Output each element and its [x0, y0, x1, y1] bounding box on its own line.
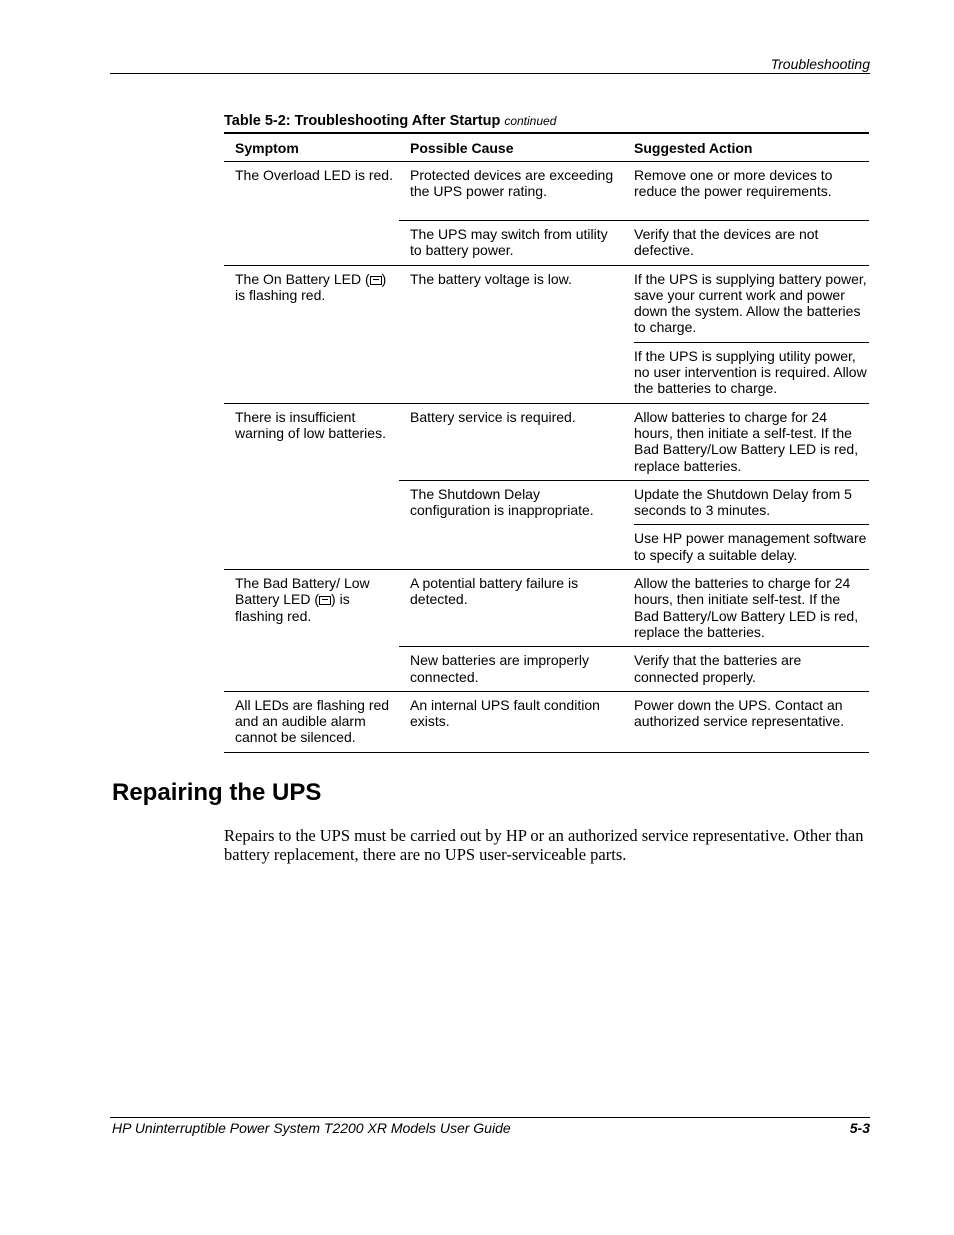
- cause-cell: The battery voltage is low.: [410, 270, 572, 287]
- cause-cell: The UPS may switch from utility to battery power.: [410, 226, 608, 259]
- symptom-cell: All LEDs are flashing red and an audible alarm cannot be silenced.: [235, 696, 390, 746]
- action-cell: Allow the batteries to charge for 24 hours, then initiate self-test. If the Bad Battery/Low Battery LED is red, replace the batteries.: [634, 575, 859, 640]
- section-title: Repairing the UPS: [112, 779, 322, 806]
- page-number: 5-3: [849, 1120, 870, 1136]
- bad-battery-icon: [319, 596, 331, 605]
- table-group: [224, 570, 869, 692]
- table-caption-title: Table 5-2: Troubleshooting After Startup: [224, 113, 501, 129]
- table-group: [224, 266, 869, 404]
- table-header-row: [224, 134, 869, 162]
- footer-title: HP Uninterruptible Power System T2200 XR Models User Guide: [112, 1120, 511, 1136]
- cause-cell: An internal UPS fault condition exists.: [410, 696, 600, 730]
- cause-cell: A potential battery failure is detected.: [410, 575, 579, 608]
- symptom-text-pre: The On Battery LED (: [235, 270, 370, 287]
- table-caption-continued: continued: [504, 114, 557, 128]
- table-row: [399, 692, 869, 736]
- table-row: [399, 481, 869, 569]
- table-row: [399, 221, 869, 265]
- column-header-symptom: Symptom: [235, 140, 299, 156]
- symptom-text-post: ) is flashing red.: [235, 270, 387, 303]
- action-cell: Remove one or more devices to reduce the power requirements.: [634, 167, 833, 200]
- action-cell: Update the Shutdown Delay from 5 seconds to 3 minutes.: [634, 481, 869, 526]
- symptom-cell: There is insufficient warning of low batteries.: [235, 408, 386, 441]
- table-row: [399, 266, 869, 403]
- action-cell: If the UPS is supplying utility power, no user intervention is required. Allow the batteries to charge.: [634, 347, 867, 397]
- symptom-text-pre: The Bad Battery/ Low Battery LED (: [235, 575, 370, 608]
- symptom-text-post: ) is flashing red.: [235, 591, 350, 624]
- action-cell: Use HP power management software to specify a suitable delay.: [634, 530, 867, 563]
- column-header-cause: Possible Cause: [410, 140, 514, 156]
- cause-cell: New batteries are improperly connected.: [410, 652, 589, 685]
- table-row: [399, 162, 869, 221]
- section-body: Repairs to the UPS must be carried out by HP or an authorized service representative. Other than battery replacement, there are no UPS user-serviceable parts.: [224, 826, 864, 864]
- footer-rule: [110, 1117, 870, 1118]
- cause-cell: The Shutdown Delay configuration is inappropriate.: [410, 485, 594, 519]
- cause-cell: Protected devices are exceeding the UPS power rating.: [410, 167, 614, 200]
- running-header: Troubleshooting: [770, 56, 870, 72]
- table-row: [399, 404, 869, 481]
- table-group: [224, 162, 869, 266]
- cause-cell: Battery service is required.: [410, 408, 576, 425]
- troubleshooting-table: [224, 132, 869, 753]
- header-rule: [110, 73, 870, 74]
- action-cell: Power down the UPS. Contact an authorized service representative.: [634, 696, 845, 730]
- table-row: [399, 570, 869, 647]
- battery-icon: [370, 276, 382, 285]
- symptom-cell: The Overload LED is red.: [235, 167, 393, 183]
- action-cell: If the UPS is supplying battery power, save your current work and power down the system. Allow the batteries to charge.: [634, 266, 869, 343]
- column-header-action: Suggested Action: [634, 140, 753, 156]
- table-group: [224, 692, 869, 752]
- symptom-cell: [224, 570, 399, 691]
- action-cell: Verify that the devices are not defective.: [634, 226, 819, 259]
- table-group: [224, 404, 869, 570]
- table-caption: [224, 113, 556, 129]
- action-cell: Allow batteries to charge for 24 hours, then initiate a self-test. If the Bad Battery/Low Battery LED is red, replace batteries.: [634, 408, 859, 474]
- symptom-cell: [224, 266, 399, 403]
- table-row: [399, 647, 869, 691]
- action-cell: Verify that the batteries are connected properly.: [634, 652, 802, 685]
